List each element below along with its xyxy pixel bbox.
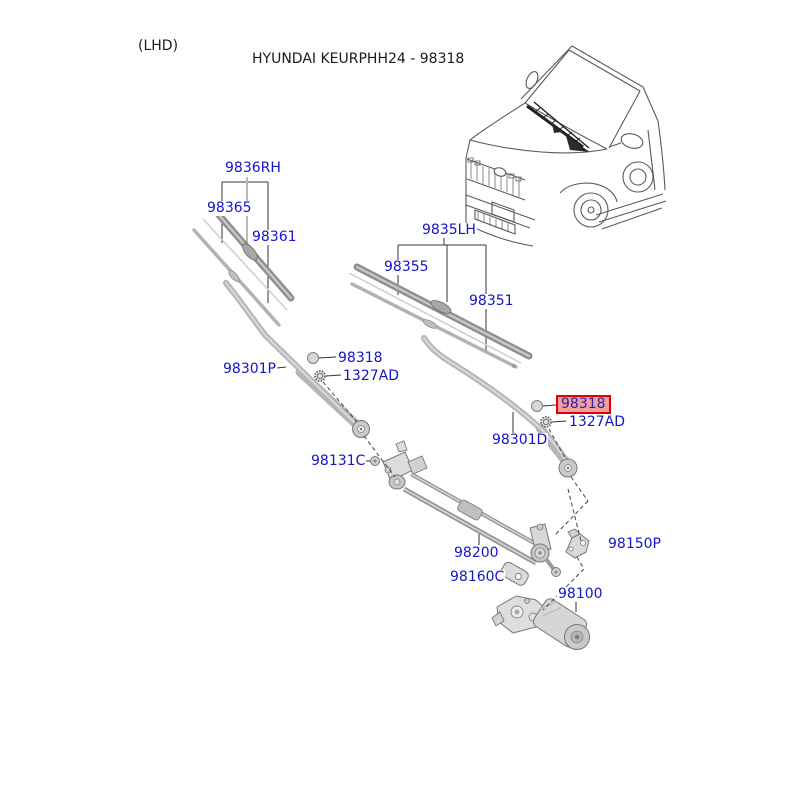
cap-98318-left-icon xyxy=(308,353,319,364)
part-label-9835lh[interactable]: 9835LH xyxy=(422,222,476,238)
part-label-1327ad-left[interactable]: 1327AD xyxy=(343,368,399,384)
cap-98318-right-icon xyxy=(532,401,543,412)
part-label-98200[interactable]: 98200 xyxy=(454,545,499,561)
page-title: HYUNDAI KEURPHH24 - 98318 xyxy=(252,51,465,67)
part-label-98318-left[interactable]: 98318 xyxy=(338,350,383,366)
leader-lines xyxy=(268,357,576,612)
part-label-98351[interactable]: 98351 xyxy=(469,293,514,309)
motor-98100-drawing xyxy=(492,596,590,650)
part-label-98355[interactable]: 98355 xyxy=(384,259,429,275)
part-label-98365[interactable]: 98365 xyxy=(207,200,252,216)
nut-1327ad-right-icon xyxy=(541,417,551,427)
vehicle-illustration xyxy=(466,46,666,246)
part-label-98131c[interactable]: 98131C xyxy=(311,453,366,469)
drive-type-note: (LHD) xyxy=(138,38,179,54)
bracket-98150p-drawing xyxy=(566,529,589,558)
part-label-98100[interactable]: 98100 xyxy=(558,586,603,602)
part-label-98301d[interactable]: 98301D xyxy=(492,432,548,448)
part-label-98160c[interactable]: 98160C xyxy=(450,569,505,585)
part-label-98318-right-highlighted[interactable]: 98318 xyxy=(556,395,611,414)
part-label-98361[interactable]: 98361 xyxy=(252,229,297,245)
nut-1327ad-left-icon xyxy=(315,371,325,381)
part-label-98301p[interactable]: 98301P xyxy=(223,361,276,377)
part-label-98150p[interactable]: 98150P xyxy=(608,536,661,552)
part-label-1327ad-right[interactable]: 1327AD xyxy=(569,414,625,430)
bolt-98131c-icon xyxy=(371,457,380,466)
part-label-9836rh[interactable]: 9836RH xyxy=(225,160,281,176)
